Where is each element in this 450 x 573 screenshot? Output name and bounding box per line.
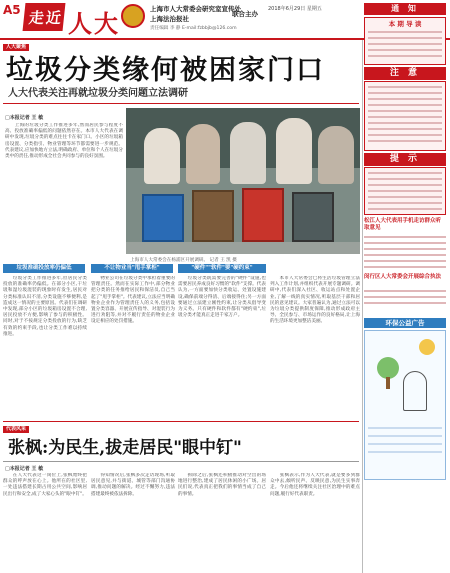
sidebar-news-area: 松江人大代表用手机走访群众听取意见 闵行区人大常委会开展综合执法 <box>364 218 446 308</box>
masthead-logo-sub: 人大 <box>68 10 120 38</box>
feature-byline: □本报记者 王 敏 <box>5 466 44 472</box>
editor-line: 责任编辑 李 静 E-mail:fzbbjb@126.com <box>150 26 237 31</box>
environment-ad <box>364 330 446 480</box>
ad-figure-icon <box>403 371 427 411</box>
sidebar-box3 <box>364 167 446 215</box>
sidebar-box3-title: 提 示 <box>364 153 446 166</box>
lead-body-col1: 垃圾分类工作推进多年,但居民分类投放的准确率仍偏低。在部分小区,干垃圾和湿垃圾混装的现象时有发生,居民对分类标准认识不清,分类设施不够便利,是造成这一情况的主要原因。代表们在调研中发现,部分小区的垃圾箱房设置不合理,居民投放不方便,影响了参与的积极性。同时,对于不按规定分类投放的行为,缺乏有效的约束手段,也让分类工作难以持续推进。 <box>3 276 87 337</box>
lead-body-col3: 垃圾分类既需要完善的"硬件"设施,也需要居民养成良好习惯的"软件"支撑。代表认为,一方面要加快分类收运、处置设施建设,确保前端分得清、后端接得住;另一方面要通过立法建立刚性约束,让分类从倡导变为义务。只有硬件和软件都有"硬约束",垃圾分类才能真正走进千家万户。 <box>178 276 266 319</box>
page-number: A5 <box>3 3 21 17</box>
lead-body-col4: 本市人大常委会已将生活垃圾管理立法列入工作计划,并组织代表开展专题调研。调研中,代表们深入社区、收运站点和处置企业,了解一线的真实情况,听取基层干部和居民的意见建议。大家普遍认为,通过立法可以为垃圾分类提供制度保障,推动形成政府主导、全民参与、市场运作的良好格局,让上海的生活环境更加整洁美丽。 <box>270 276 360 325</box>
feature-body-col1: 在人大代表这一岗位上,张枫始终把群众的呼声放在心上。他所在的社区里,一处违法搭建长期占用公共空间,影响居民出行和安全,成了大家心头的"眼中钉"。 <box>3 473 87 497</box>
lead-subhead-2: 不让物业当"甩手掌柜" <box>91 264 173 273</box>
lead-caption: 上海市人大常委会在杨浦区开展调研。 记者 王 凯 摄 <box>130 258 237 263</box>
sidebar-box1-title: 通 知 <box>364 3 446 15</box>
lead-body-col2: 物业公司在垃圾分类中承担着重要的管理责任。然而在实际工作中,部分物业把分类的任务推给居民和保洁员,自己当起了"甩手掌柜"。代表建议,立法应当明确物业企业作为管理责任人的义务,包括设置分类容器、开展宣传指导、对混装行为进行劝阻等,并对不履行责任的物业企业设定相应的处罚措施。 <box>91 276 175 325</box>
trash-bin-gray <box>292 192 334 242</box>
lead-intro: 上海的垃圾分类工作推进多年,然而居民参与程度不高、投放准确率偏低的问题依然存在。本市人大代表在调研中发现,垃圾分类的难点往往卡在家门口。小区的垃圾箱房设置、分类指引、物业管理等环节都需要进一步规范。代表建议,应加快地方立法,明确政府、单位和个人在垃圾分类中的责任,推动形成全社会共同参与的良好氛围。 <box>5 123 123 160</box>
trash-bin-brown <box>192 190 234 242</box>
sidebar-box2 <box>364 81 446 151</box>
trash-bin-red <box>242 188 284 242</box>
ad-tree-icon <box>377 357 399 379</box>
masthead-logo: 走近 <box>23 3 66 31</box>
lead-title: 垃圾分类缘何被困家门口 <box>6 55 325 86</box>
feature-body-col2: 得知情况后,张枫多次走访现场,听取居民意见,并与街道、城管等部门沟通协调,推动问题的解决。经过不懈努力,违法搭建最终被依法拆除。 <box>91 473 175 497</box>
masthead-line1: 上海市人大常委会研究室宣传处 <box>150 5 241 13</box>
lead-subhead-1: 垃圾准确投放率仍偏低 <box>3 264 85 273</box>
feature-body-col4: 张枫表示,作为人大代表,就是要多到群众中去,倾听民声、反映民意,为民生实事奔走。今后他还将继续关注社区治理中的难点问题,履行好代表职责。 <box>270 473 360 497</box>
trash-bin-blue <box>142 194 184 242</box>
lead-section-tag: 人大聚焦 <box>3 44 29 51</box>
feature-body-col3: 拆除之后,张枫还积极推动对空出的场地进行整治,建成了居民休闲的小广场。居民们说,代表真正把我们的事情当成了自己的事情。 <box>178 473 266 497</box>
lead-subtitle: 人大代表关注再就垃圾分类问题立法调研 <box>8 88 188 99</box>
lead-photo <box>126 108 360 254</box>
sidebar-box2-title: 注 意 <box>364 67 446 80</box>
masthead-tag: 联合主办 <box>232 10 258 18</box>
sidebar-box1: 本 期 导 读 <box>364 17 446 65</box>
lead-subhead-3: "硬件""软件"要"硬约束" <box>178 264 266 273</box>
ad-title: 环保公益广告 <box>364 318 446 328</box>
emblem-icon <box>121 4 145 28</box>
feature-section-tag: 代表风采 <box>3 426 29 433</box>
feature-title: 张枫:为民生,拔走居民"眼中钉" <box>8 438 242 458</box>
date-line: 2018年6月29日 星期五 <box>268 6 322 12</box>
lead-byline: □本报记者 王 敏 <box>5 115 44 121</box>
ad-sun-icon <box>419 339 435 355</box>
masthead-line2: 上海法治报社 <box>150 15 189 23</box>
